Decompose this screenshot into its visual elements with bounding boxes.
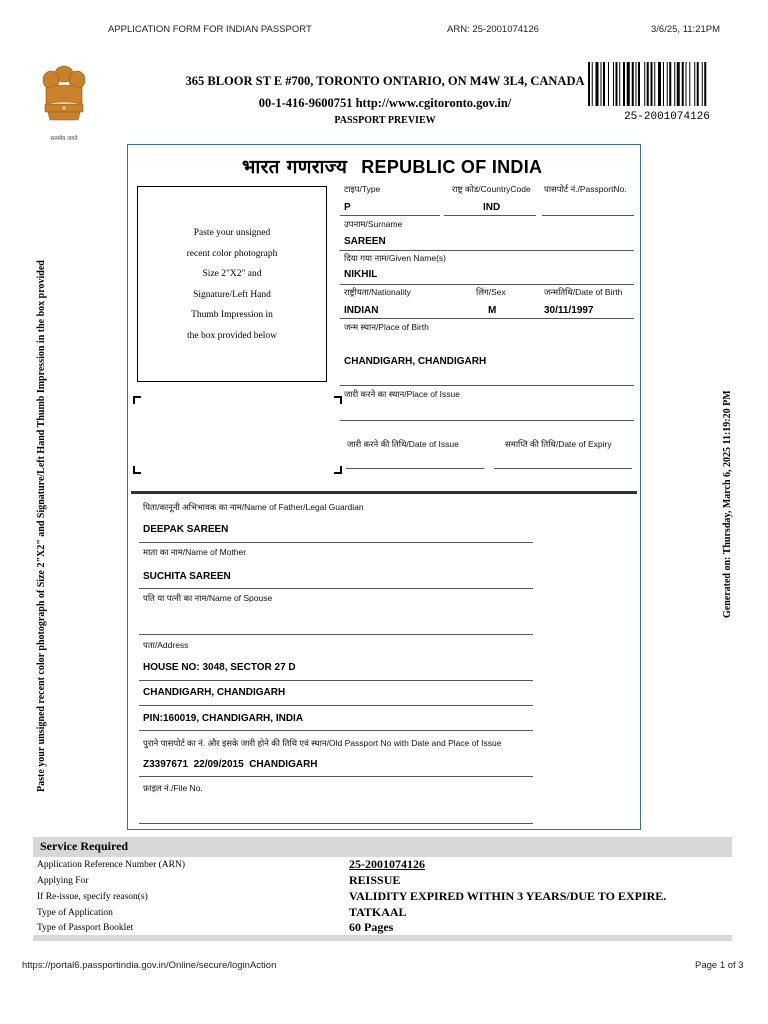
print-footer-url: https://portal6.passportindia.gov.in/Online/secure/loginAction (22, 960, 277, 971)
barcode-bar (627, 62, 630, 106)
rule (340, 215, 440, 216)
barcode-graphic (588, 62, 746, 106)
side-instruction-left: Paste your unsigned recent color photograph of Size 2"X2" and Signature/Left Hand Thumb Impression in the box provided (36, 260, 47, 792)
service-heading: Service Required (40, 839, 129, 853)
service-label-booklet-type: Type of Passport Booklet (37, 923, 134, 933)
barcode-bar (638, 62, 640, 106)
barcode-bar (669, 62, 671, 106)
barcode-bar (619, 62, 620, 106)
barcode-bar (636, 62, 637, 106)
signature-corner-bl (133, 466, 141, 474)
barcode-bar (588, 62, 590, 106)
print-footer-page: Page 1 of 3 (695, 960, 744, 971)
barcode-bar (663, 62, 664, 106)
barcode-bar (644, 62, 645, 106)
barcode-bar (702, 62, 703, 106)
service-label-arn: Application Reference Number (ARN) (37, 860, 185, 870)
value-dob: 30/11/1997 (544, 305, 594, 316)
service-value-booklet-type: 60 Pages (349, 920, 394, 934)
title-hindi: भारत गणराज्य (242, 156, 348, 178)
value-sex: M (488, 305, 497, 316)
photo-line: Paste your unsigned (193, 228, 271, 238)
rule (340, 250, 634, 251)
barcode-bar (654, 62, 655, 106)
label-country-code: राष्ट्र कोड/CountryCode (452, 184, 531, 194)
national-emblem-logo (36, 60, 92, 146)
label-sex: लिंग/Sex (476, 287, 506, 297)
value-father: DEEPAK SAREEN (143, 524, 229, 535)
label-address: पता/Address (143, 640, 189, 650)
barcode-bar (694, 62, 695, 106)
passport-title (242, 153, 542, 179)
label-dob: जन्मतिथि/Date of Birth (544, 287, 623, 297)
rule (139, 542, 533, 543)
label-spouse: पति या पत्नी का नाम/Name of Spouse (143, 593, 273, 603)
barcode-bar (616, 62, 618, 106)
barcode-bar (632, 62, 634, 106)
service-bottom-bar (33, 935, 732, 941)
barcode-bar (623, 62, 625, 106)
barcode-bar (613, 62, 614, 106)
signature-corner-tr (334, 396, 342, 404)
value-place-of-birth: CHANDIGARH, CHANDIGARH (344, 356, 487, 367)
barcode-bar (689, 62, 690, 106)
label-nationality: राष्ट्रीयता/Nationality (344, 287, 411, 297)
value-country-code: IND (483, 202, 501, 213)
label-passport-no: पासपोर्ट नं./PassportNo. (544, 184, 627, 194)
label-type: टाइप/Type (344, 184, 381, 194)
rule (139, 823, 533, 824)
label-file-no: फ़ाइल नं./File No. (143, 783, 203, 793)
barcode-number: 25-2001074126 (624, 111, 710, 123)
label-place-of-birth: जन्म स्थान/Place of Birth (344, 322, 429, 332)
signature-corner-br (334, 466, 342, 474)
label-father: पिता/कानूनी अभिभावक का नाम/Name of Father/Legal Guardian (143, 502, 364, 512)
rule (340, 385, 634, 386)
value-address-line2: CHANDIGARH, CHANDIGARH (143, 687, 286, 698)
value-address-line3: PIN:160019, CHANDIGARH, INDIA (143, 713, 304, 724)
section-divider (131, 491, 637, 494)
photo-line: Thumb Impression in (191, 310, 273, 321)
value-nationality: INDIAN (344, 305, 379, 316)
barcode-bar (608, 62, 609, 106)
barcode-bar (667, 62, 668, 106)
rule (340, 284, 634, 285)
value-given-names: NIKHIL (344, 269, 378, 280)
value-mother: SUCHITA SAREEN (143, 571, 231, 582)
value-address-line1: HOUSE NO: 3048, SECTOR 27 D (143, 662, 296, 673)
generated-on-right: Generated on: Thursday, March 6, 2025 11:19:20 PM (722, 390, 733, 618)
label-place-of-issue: जारी करने का स्थान/Place of Issue (344, 389, 460, 399)
barcode-bar (647, 62, 649, 106)
rule (542, 215, 634, 216)
value-old-passport: Z3397671 22/09/2015 CHANDIGARH (143, 759, 318, 770)
signature-corner-tl (133, 396, 141, 404)
barcode-bar (704, 62, 706, 106)
barcode-bar (592, 62, 593, 106)
passport-preview-label: PASSPORT PREVIEW (334, 115, 436, 126)
rule (494, 468, 632, 469)
barcode-bar (658, 62, 661, 106)
barcode-bar (697, 62, 699, 106)
emblem-motto: सत्यमेव जयते (50, 136, 78, 142)
photo-line: Size 2"X2" and (202, 269, 262, 280)
barcode-bar (674, 62, 675, 106)
print-header-title: APPLICATION FORM FOR INDIAN PASSPORT (108, 24, 312, 35)
barcode-bar (601, 62, 602, 106)
rule (346, 468, 484, 469)
service-value-applying-for: REISSUE (349, 873, 401, 887)
value-type: P (344, 202, 351, 213)
barcode-bar (682, 62, 684, 106)
service-label-reissue-reason: If Re-issue, specify reason(s) (37, 892, 148, 902)
title-english: REPUBLIC OF INDIA (361, 157, 543, 177)
barcode-bar (677, 62, 680, 106)
office-address: 365 BLOOR ST E #700, TORONTO ONTARIO, ON M4W 3L4, CANADA (185, 74, 585, 88)
rule (139, 730, 533, 731)
rule (139, 634, 533, 635)
photo-line: Signature/Left Hand (193, 289, 271, 300)
office-contact: 00-1-416-9600751 http://www.cgitoronto.gov.in/ (258, 96, 512, 110)
rule (444, 215, 536, 216)
rule (139, 705, 533, 706)
barcode-bar (596, 62, 599, 106)
service-heading-bar (33, 837, 732, 857)
label-old-passport: पुराने पासपोर्ट का नं. और इसके जारी होने की तिथि एवं स्थान/Old Passport No with Date and Place of Issue (143, 738, 502, 748)
service-label-application-type: Type of Application (37, 908, 113, 918)
label-mother: माता का नाम/Name of Mother (143, 547, 247, 557)
service-value-reissue-reason: VALIDITY EXPIRED WITHIN 3 YEARS/DUE TO EXPIRE. (349, 889, 667, 903)
print-header-datetime: 3/6/25, 11:21PM (651, 24, 721, 35)
rule (340, 420, 634, 421)
label-given-names: दिया गया नाम/Given Name(s) (344, 253, 447, 263)
print-header-arn: ARN: 25-2001074126 (447, 24, 539, 35)
barcode-bar (686, 62, 687, 106)
service-label-applying-for: Applying For (37, 876, 89, 886)
rule (139, 588, 533, 589)
rule (139, 776, 533, 777)
photo-box (137, 186, 327, 382)
rule (340, 318, 634, 319)
service-value-arn: 25-2001074126 (349, 857, 425, 871)
photo-instructions (138, 223, 326, 347)
rule (139, 680, 533, 681)
barcode-bar (603, 62, 605, 106)
photo-line: recent color photograph (186, 248, 278, 259)
barcode-bar (651, 62, 653, 106)
label-date-of-expiry: समाप्ति की तिथि/Date of Expiry (505, 439, 612, 449)
photo-line: the box provided below (187, 330, 277, 341)
label-surname: उपनाम/Surname (344, 219, 403, 229)
value-surname: SAREEN (344, 236, 386, 247)
label-date-of-issue: जारी करने की तिथि/Date of Issue (347, 439, 459, 449)
service-value-application-type: TATKAAL (349, 905, 407, 919)
